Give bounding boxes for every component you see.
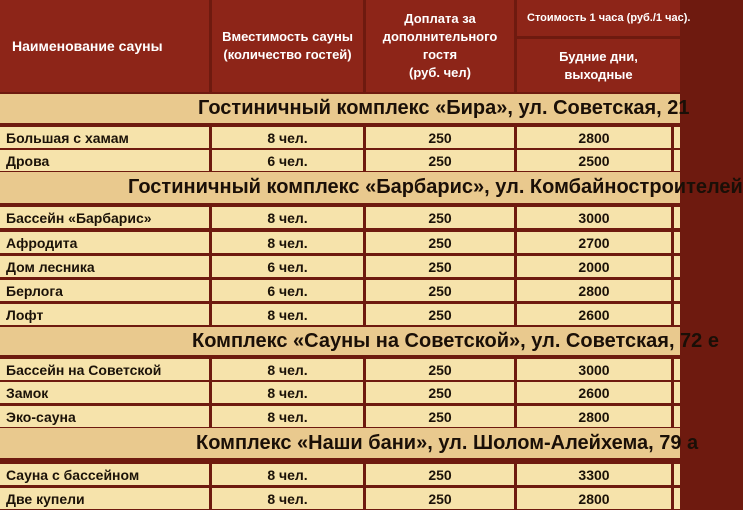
- cell-edge: [674, 256, 680, 277]
- header-cost-title: Стоимость 1 часа (руб./1 час).: [517, 0, 680, 36]
- cell-edge: [674, 406, 680, 427]
- cell-capacity: 8 чел.: [212, 207, 363, 228]
- cell-edge: [674, 207, 680, 228]
- cell-extra: 250: [366, 406, 514, 427]
- cell-price: 2800: [517, 280, 671, 301]
- cell-name: Бассейн «Барбарис»: [0, 207, 209, 228]
- cell-name: Бассейн на Советской: [0, 359, 209, 380]
- section-title: Комплекс «Сауны на Советской», ул. Советская, 72 е: [0, 327, 680, 355]
- cell-name: Дрова: [0, 150, 209, 171]
- cell-capacity: 6 чел.: [212, 150, 363, 171]
- cell-capacity: 8 чел.: [212, 382, 363, 403]
- cell-capacity: 8 чел.: [212, 488, 363, 509]
- cell-extra: 250: [366, 150, 514, 171]
- cell-edge: [674, 304, 680, 325]
- section-title: Комплекс «Наши бани», ул. Шолом-Алейхема, 79 а: [0, 428, 680, 458]
- header-name: Наименование сауны: [0, 0, 209, 92]
- cell-name: Замок: [0, 382, 209, 403]
- cell-edge: [674, 150, 680, 171]
- cell-price: 2800: [517, 488, 671, 509]
- cell-price: 2800: [517, 127, 671, 148]
- header-extra-guest: [366, 0, 514, 92]
- cell-price: 2800: [517, 406, 671, 427]
- header-extra-line3: гостя: [422, 47, 458, 62]
- cell-edge: [674, 280, 680, 301]
- cell-extra: 250: [366, 127, 514, 148]
- cell-extra: 250: [366, 488, 514, 509]
- cell-extra: 250: [366, 359, 514, 380]
- cell-price: 3000: [517, 359, 671, 380]
- header-weekdays-line1: Будние дни,: [559, 48, 638, 64]
- cell-price: 2000: [517, 256, 671, 277]
- cell-edge: [674, 464, 680, 485]
- cell-name: Дом лесника: [0, 256, 209, 277]
- section-title: Гостиничный комплекс «Барбарис», ул. Комбайностроителей: [0, 172, 680, 203]
- cell-name: Берлога: [0, 280, 209, 301]
- cell-name: Афродита: [0, 232, 209, 253]
- cell-edge: [674, 382, 680, 403]
- header-capacity: [212, 0, 363, 92]
- cell-name: Большая с хамам: [0, 127, 209, 148]
- cell-extra: 250: [366, 304, 514, 325]
- header-extra-line4: (руб. чел): [409, 65, 471, 80]
- cell-edge: [674, 359, 680, 380]
- cell-capacity: 8 чел.: [212, 304, 363, 325]
- cell-extra: 250: [366, 232, 514, 253]
- cell-name: Лофт: [0, 304, 209, 325]
- cell-price: 2500: [517, 150, 671, 171]
- section-title: Гостиничный комплекс «Бира», ул. Советская, 21: [0, 94, 680, 123]
- cell-extra: 250: [366, 382, 514, 403]
- cell-capacity: 8 чел.: [212, 232, 363, 253]
- cell-capacity: 6 чел.: [212, 280, 363, 301]
- cell-price: 2600: [517, 382, 671, 403]
- cell-extra: 250: [366, 464, 514, 485]
- header-capacity-line2: (количество гостей): [223, 47, 352, 62]
- cell-price: 2600: [517, 304, 671, 325]
- cell-price: 3300: [517, 464, 671, 485]
- cell-name: Две купели: [0, 488, 209, 509]
- cell-name: Эко-сауна: [0, 406, 209, 427]
- cell-extra: 250: [366, 207, 514, 228]
- cell-extra: 250: [366, 280, 514, 301]
- cell-edge: [674, 488, 680, 509]
- cell-capacity: 8 чел.: [212, 464, 363, 485]
- cell-extra: 250: [366, 256, 514, 277]
- header-weekdays-line2: выходные: [564, 66, 633, 82]
- header-extra-line1: Доплата за: [404, 11, 476, 26]
- header-weekdays: [517, 39, 680, 92]
- cell-capacity: 8 чел.: [212, 127, 363, 148]
- cell-price: 2700: [517, 232, 671, 253]
- cell-edge: [674, 127, 680, 148]
- cell-edge: [674, 232, 680, 253]
- header-extra-line2: дополнительного: [382, 29, 498, 44]
- cell-price: 3000: [517, 207, 671, 228]
- cell-capacity: 8 чел.: [212, 406, 363, 427]
- cell-capacity: 8 чел.: [212, 359, 363, 380]
- cell-name: Сауна с бассейном: [0, 464, 209, 485]
- header-capacity-line1: Вместимость сауны: [222, 29, 353, 44]
- cell-capacity: 6 чел.: [212, 256, 363, 277]
